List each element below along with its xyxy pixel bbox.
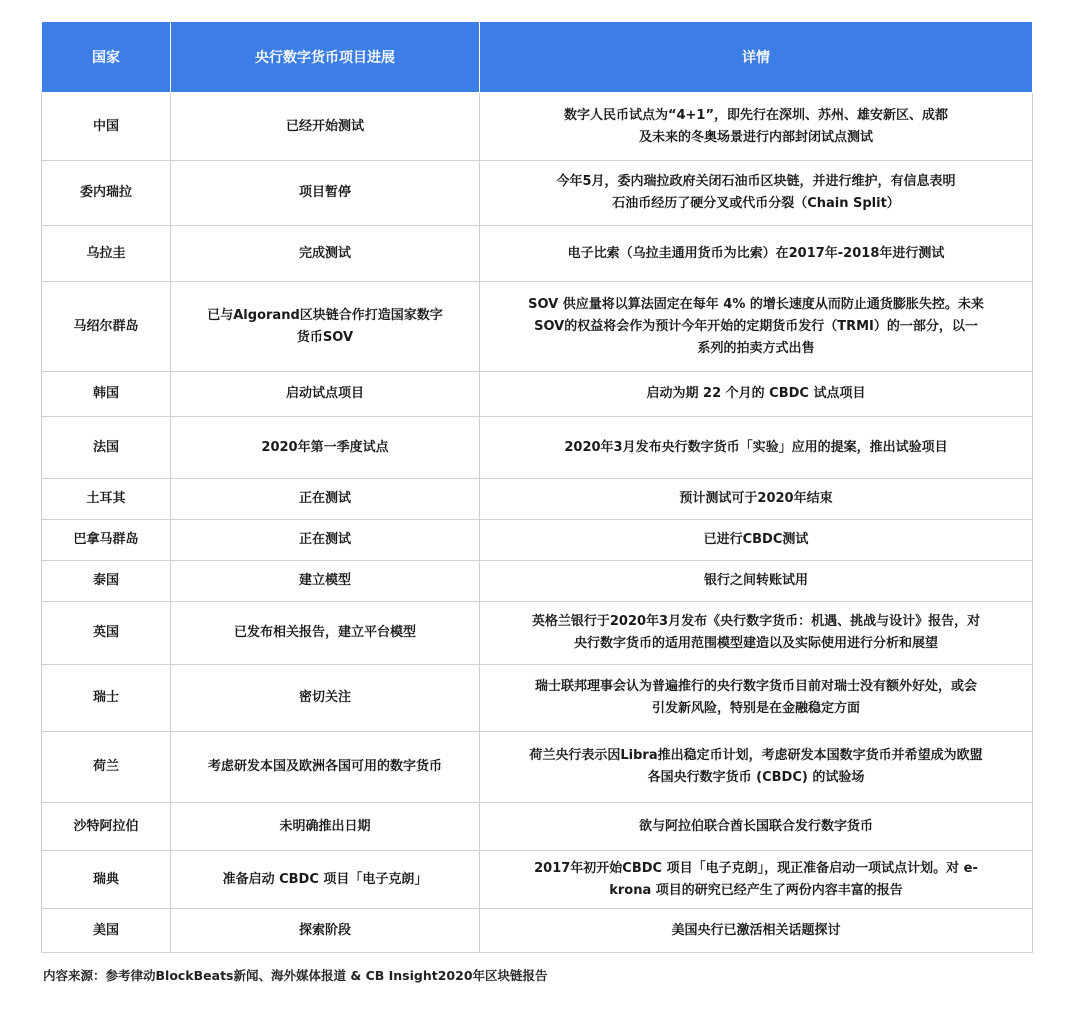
detail-cell: 今年5月，委内瑞拉政府关闭石油币区块链，并进行维护，有信息表明 石油币经历了硬分叉或代币分裂（Chain Split） xyxy=(480,161,1033,226)
detail-cell: 银行之间转账试用 xyxy=(480,561,1033,602)
progress-cell: 建立模型 xyxy=(171,561,480,602)
table-row xyxy=(42,226,1033,282)
table-row xyxy=(42,372,1033,417)
country-cell: 土耳其 xyxy=(42,479,171,520)
table-row xyxy=(42,93,1033,161)
country-cell: 瑞士 xyxy=(42,665,171,732)
progress-cell: 正在测试 xyxy=(171,479,480,520)
header-detail: 详情 xyxy=(480,22,1033,93)
progress-cell: 密切关注 xyxy=(171,665,480,732)
country-cell: 巴拿马群岛 xyxy=(42,520,171,561)
table-row xyxy=(42,479,1033,520)
country-cell: 法国 xyxy=(42,417,171,479)
detail-cell: 预计测试可于2020年结束 xyxy=(480,479,1033,520)
table-row xyxy=(42,520,1033,561)
detail-cell: 瑞士联邦理事会认为普遍推行的央行数字货币目前对瑞士没有额外好处，或会 引发新风险，特别是在金融稳定方面 xyxy=(480,665,1033,732)
country-cell: 委内瑞拉 xyxy=(42,161,171,226)
cbdc-table-container xyxy=(41,21,1032,953)
progress-cell: 探索阶段 xyxy=(171,909,480,953)
detail-cell: 2020年3月发布央行数字货币「实验」应用的提案，推出试验项目 xyxy=(480,417,1033,479)
detail-cell: 荷兰央行表示因Libra推出稳定币计划，考虑研发本国数字货币并希望成为欧盟 各国央行数字货币 (CBDC) 的试验场 xyxy=(480,732,1033,803)
table-row xyxy=(42,161,1033,226)
country-cell: 乌拉圭 xyxy=(42,226,171,282)
country-cell: 马绍尔群岛 xyxy=(42,282,171,372)
country-cell: 韩国 xyxy=(42,372,171,417)
table-row xyxy=(42,803,1033,851)
detail-cell: 美国央行已激活相关话题探讨 xyxy=(480,909,1033,953)
country-cell: 美国 xyxy=(42,909,171,953)
detail-cell: 已进行CBDC测试 xyxy=(480,520,1033,561)
country-cell: 泰国 xyxy=(42,561,171,602)
cbdc-progress-table xyxy=(41,21,1033,953)
country-cell: 荷兰 xyxy=(42,732,171,803)
country-cell: 瑞典 xyxy=(42,851,171,909)
progress-cell: 完成测试 xyxy=(171,226,480,282)
progress-cell: 启动试点项目 xyxy=(171,372,480,417)
table-row xyxy=(42,909,1033,953)
detail-cell: 电子比索（乌拉圭通用货币为比索）在2017年-2018年进行测试 xyxy=(480,226,1033,282)
detail-cell: SOV 供应量将以算法固定在每年 4% 的增长速度从而防止通货膨胀失控。未来 SOV的权益将会作为预计今年开始的定期货币发行（TRMI）的一部分，以一 系列的拍卖方式出售 xyxy=(480,282,1033,372)
table-row xyxy=(42,282,1033,372)
country-cell: 英国 xyxy=(42,602,171,665)
progress-cell: 准备启动 CBDC 项目「电子克朗」 xyxy=(171,851,480,909)
progress-cell: 已与Algorand区块链合作打造国家数字 货币SOV xyxy=(171,282,480,372)
progress-cell: 考虑研发本国及欧洲各国可用的数字货币 xyxy=(171,732,480,803)
table-row xyxy=(42,602,1033,665)
table-header-row xyxy=(42,22,1033,93)
table-row xyxy=(42,732,1033,803)
header-progress: 央行数字货币项目进展 xyxy=(171,22,480,93)
progress-cell: 正在测试 xyxy=(171,520,480,561)
header-country: 国家 xyxy=(42,22,171,93)
progress-cell: 2020年第一季度试点 xyxy=(171,417,480,479)
table-row xyxy=(42,665,1033,732)
detail-cell: 2017年初开始CBDC 项目「电子克朗」，现正准备启动一项试点计划。对 e- krona 项目的研究已经产生了两份内容丰富的报告 xyxy=(480,851,1033,909)
country-cell: 沙特阿拉伯 xyxy=(42,803,171,851)
progress-cell: 未明确推出日期 xyxy=(171,803,480,851)
progress-cell: 项目暂停 xyxy=(171,161,480,226)
detail-cell: 启动为期 22 个月的 CBDC 试点项目 xyxy=(480,372,1033,417)
progress-cell: 已发布相关报告，建立平台模型 xyxy=(171,602,480,665)
table-row xyxy=(42,851,1033,909)
detail-cell: 欲与阿拉伯联合酋长国联合发行数字货币 xyxy=(480,803,1033,851)
table-row xyxy=(42,417,1033,479)
detail-cell: 英格兰银行于2020年3月发布《央行数字货币：机遇、挑战与设计》报告，对 央行数字货币的适用范围模型建造以及实际使用进行分析和展望 xyxy=(480,602,1033,665)
table-row xyxy=(42,561,1033,602)
source-note: 内容来源：参考律动BlockBeats新闻、海外媒体报道 & CB Insight2020年区块链报告 xyxy=(43,968,548,983)
progress-cell: 已经开始测试 xyxy=(171,93,480,161)
detail-cell: 数字人民币试点为“4+1”，即先行在深圳、苏州、雄安新区、成都 及未来的冬奥场景进行内部封闭试点测试 xyxy=(480,93,1033,161)
country-cell: 中国 xyxy=(42,93,171,161)
